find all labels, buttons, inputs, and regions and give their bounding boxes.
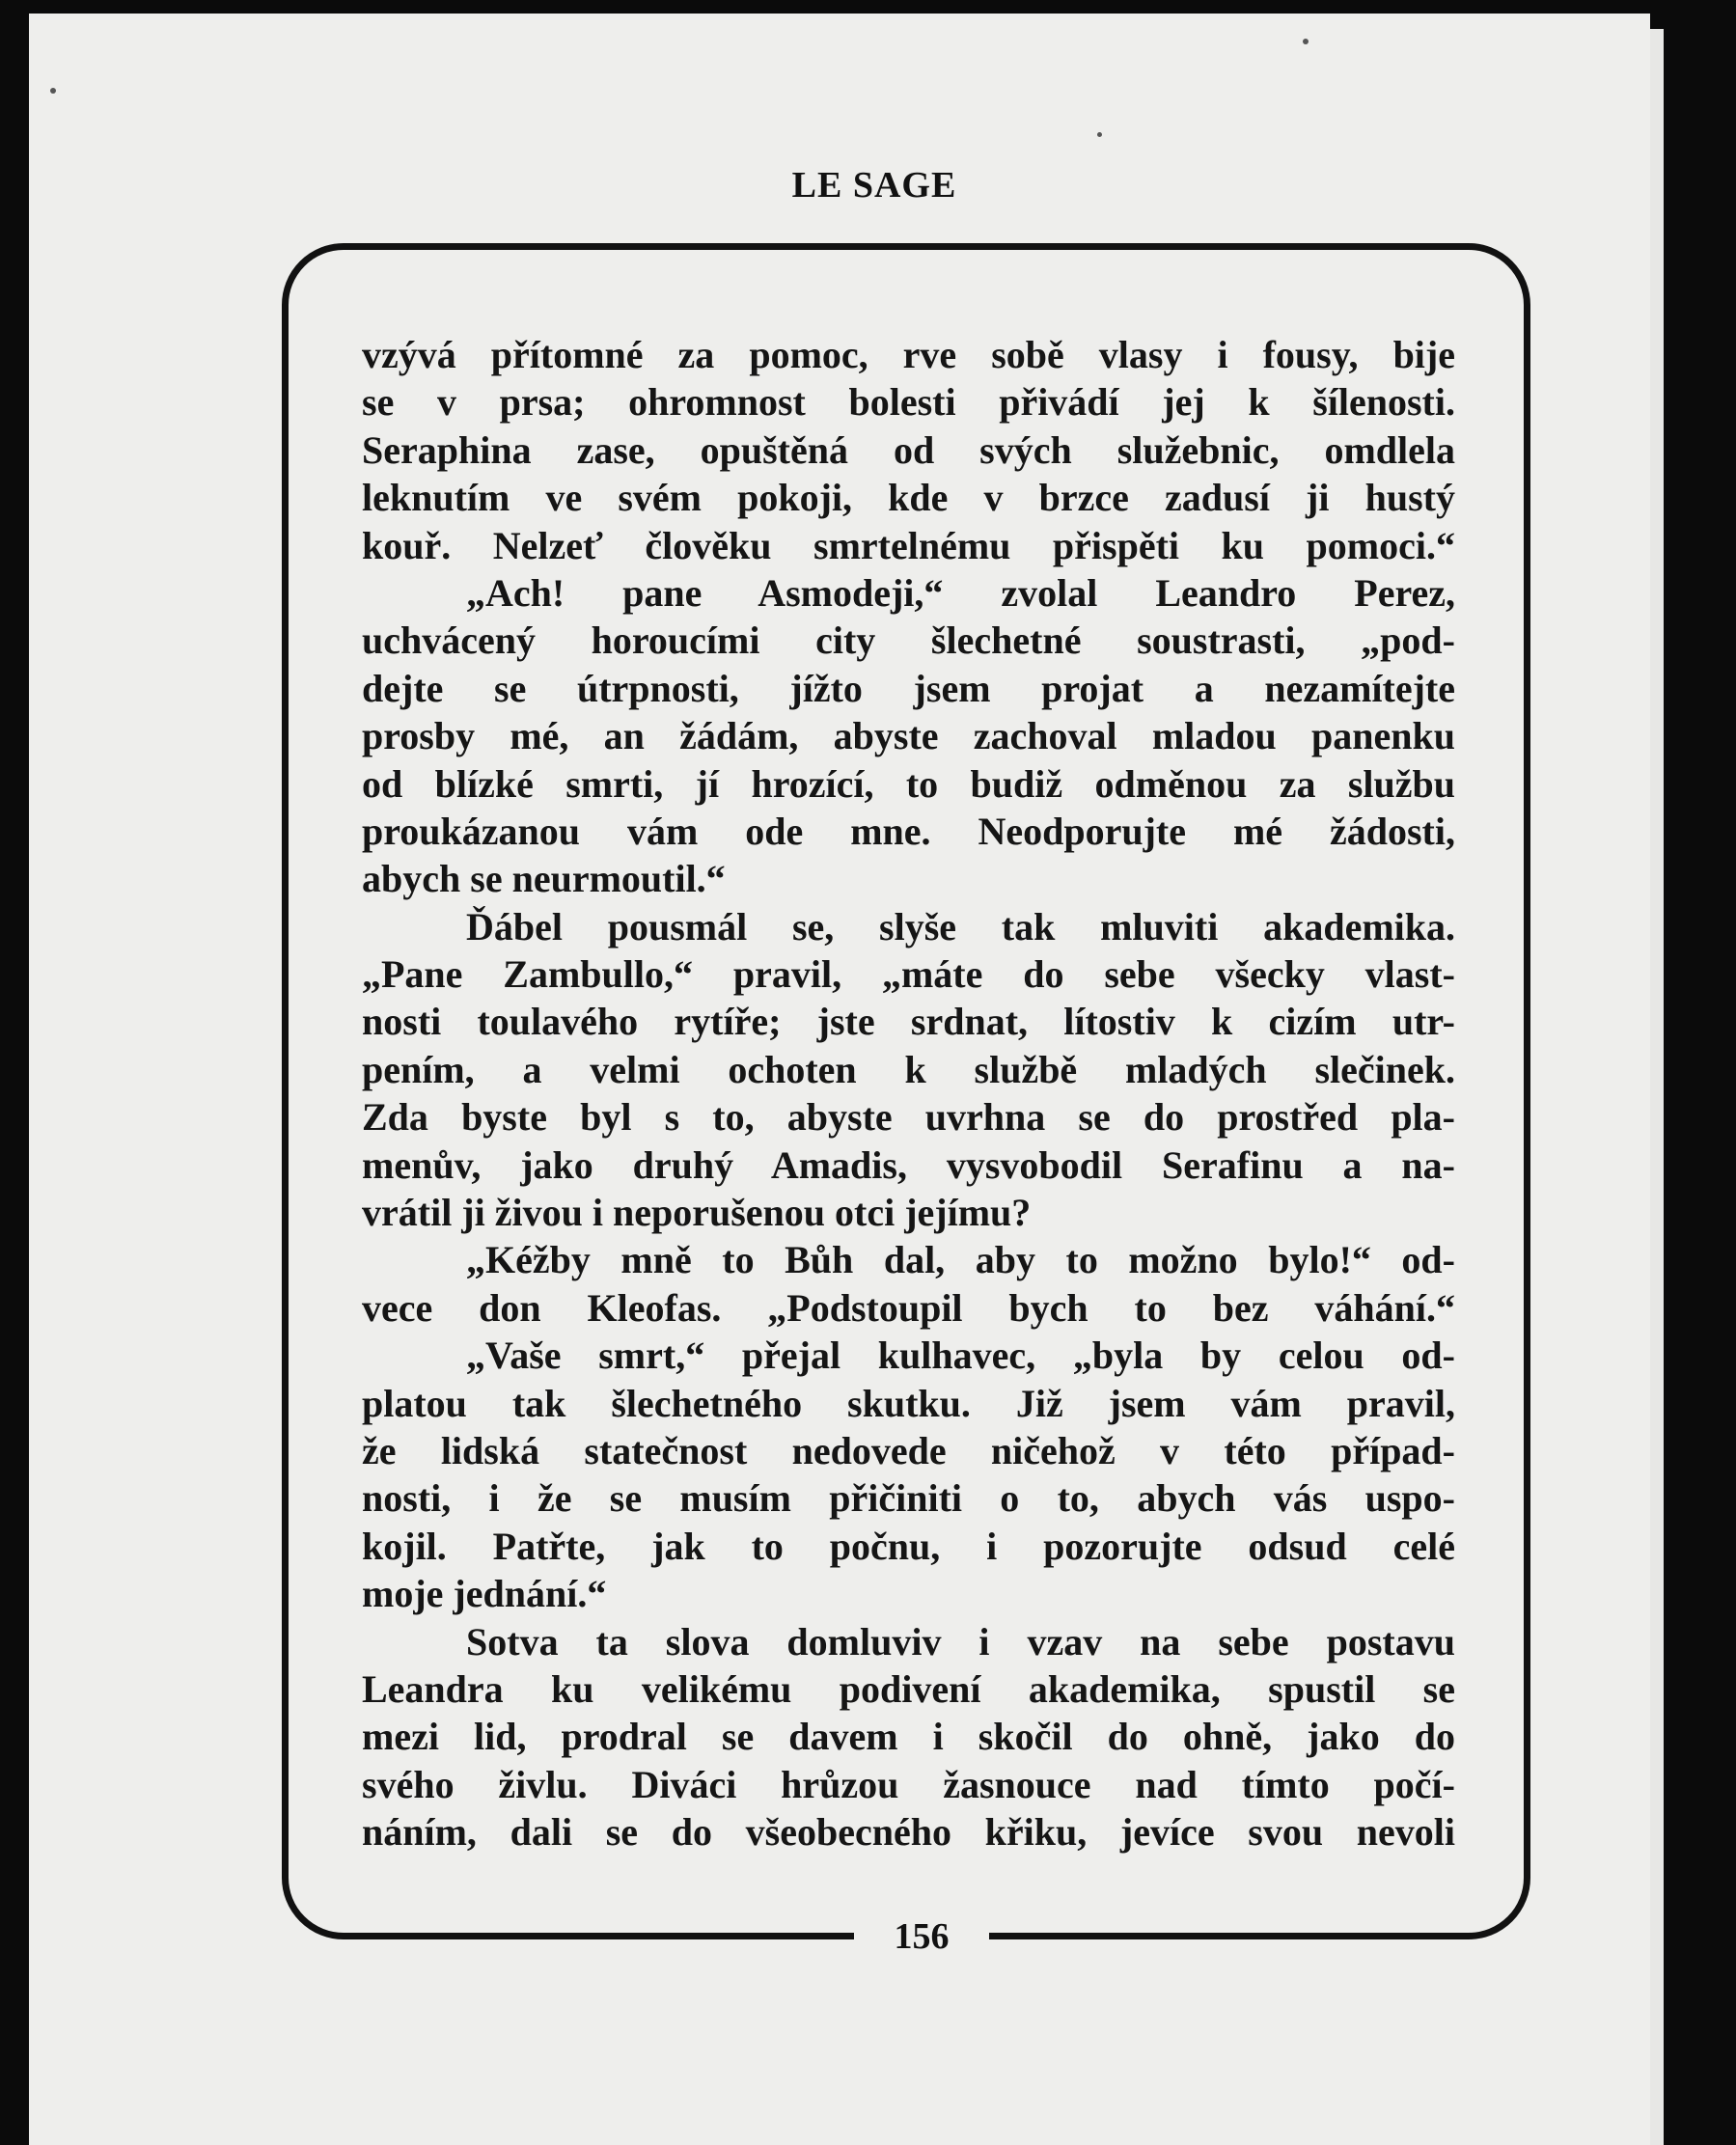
text-line: vece don Kleofas. „Podstoupil bych to bez váhání.“ xyxy=(362,1285,1455,1330)
text-line: Zda byste byl s to, abyste uvrhna se do prostřed pla- xyxy=(362,1095,1455,1140)
running-header: LE SAGE xyxy=(791,165,957,206)
scan-speck xyxy=(1303,39,1309,44)
text-line: mezi lid, prodral se davem i skočil do ohně, jako do xyxy=(362,1715,1455,1759)
text-line: platou tak šlechetného skutku. Již jsem vám pravil, xyxy=(362,1381,1455,1425)
text-line: se v prsa; ohromnost bolesti přivádí jej k šílenosti. xyxy=(362,380,1455,425)
text-line: kojil. Patřte, jak to počnu, i pozorujte odsud celé xyxy=(362,1524,1455,1568)
text-line: abych se neurmoutil.“ xyxy=(362,857,726,901)
text-line: že lidská statečnost nedovede ničehož v této případ- xyxy=(362,1428,1455,1472)
text-line: „Vaše smrt,“ přejal kulhavec, „byla by celou od- xyxy=(466,1334,1455,1378)
text-line: leknutím ve svém pokoji, kde v brzce zadusí ji hustý xyxy=(362,476,1455,520)
text-line: „Pane Zambullo,“ pravil, „máte do sebe všecky vlast- xyxy=(362,952,1455,997)
text-line: Sotva ta slova domluviv i vzav na sebe postavu xyxy=(466,1619,1455,1664)
text-line: prosby mé, an žádám, abyste zachoval mladou panenku xyxy=(362,714,1455,758)
text-line: „Ach! pane Asmodeji,“ zvolal Leandro Perez, xyxy=(466,570,1455,615)
text-line: svého živlu. Diváci hrůzou žasnouce nad tímto počí- xyxy=(362,1762,1455,1806)
text-line: Seraphina zase, opuštěná od svých služebnic, omdlela xyxy=(362,427,1455,472)
body-text xyxy=(362,331,1455,1856)
text-line: nosti toulavého rytíře; jste srdnat, lítostiv k cizím utr- xyxy=(362,1000,1455,1044)
text-line: Ďábel pousmál se, slyše tak mluviti akademika. xyxy=(466,904,1455,949)
text-line: kouř. Nelzeť člověku smrtelnému přispěti ku pomoci.“ xyxy=(362,523,1455,567)
page-edge xyxy=(1650,29,1664,2145)
text-line: Leandra ku velikému podivení akademika, spustil se xyxy=(362,1666,1455,1711)
text-line: od blízké smrti, jí hrozící, to budiž odměnou za službu xyxy=(362,761,1455,806)
text-line: „Kéžby mně to Bůh dal, aby to možno bylo!“ od- xyxy=(466,1238,1455,1282)
text-line: moje jednání.“ xyxy=(362,1572,607,1616)
scan-speck xyxy=(50,88,56,94)
text-line: proukázanou vám ode mne. Neodporujte mé žádosti, xyxy=(362,809,1455,853)
text-line: uchvácený horoucími city šlechetné soustrasti, „pod- xyxy=(362,619,1455,663)
scan-speck xyxy=(1097,132,1102,137)
text-line: vrátil ji živou i neporušenou otci jejímu? xyxy=(362,1191,1032,1235)
page-number: 156 xyxy=(854,1912,989,1961)
text-line: náním, dali se do všeobecného křiku, jevíce svou nevoli xyxy=(362,1810,1455,1855)
text-line: dejte se útrpnosti, jížto jsem projat a nezamítejte xyxy=(362,666,1455,710)
text-line: pením, a velmi ochoten k službě mladých slečinek. xyxy=(362,1047,1455,1091)
text-line: vzývá přítomné za pomoc, rve sobě vlasy i fousy, bije xyxy=(362,333,1455,376)
text-line: nosti, i že se musím přičiniti o to, abych vás uspo- xyxy=(362,1476,1455,1521)
text-line: menův, jako druhý Amadis, vysvobodil Serafinu a na- xyxy=(362,1142,1455,1187)
